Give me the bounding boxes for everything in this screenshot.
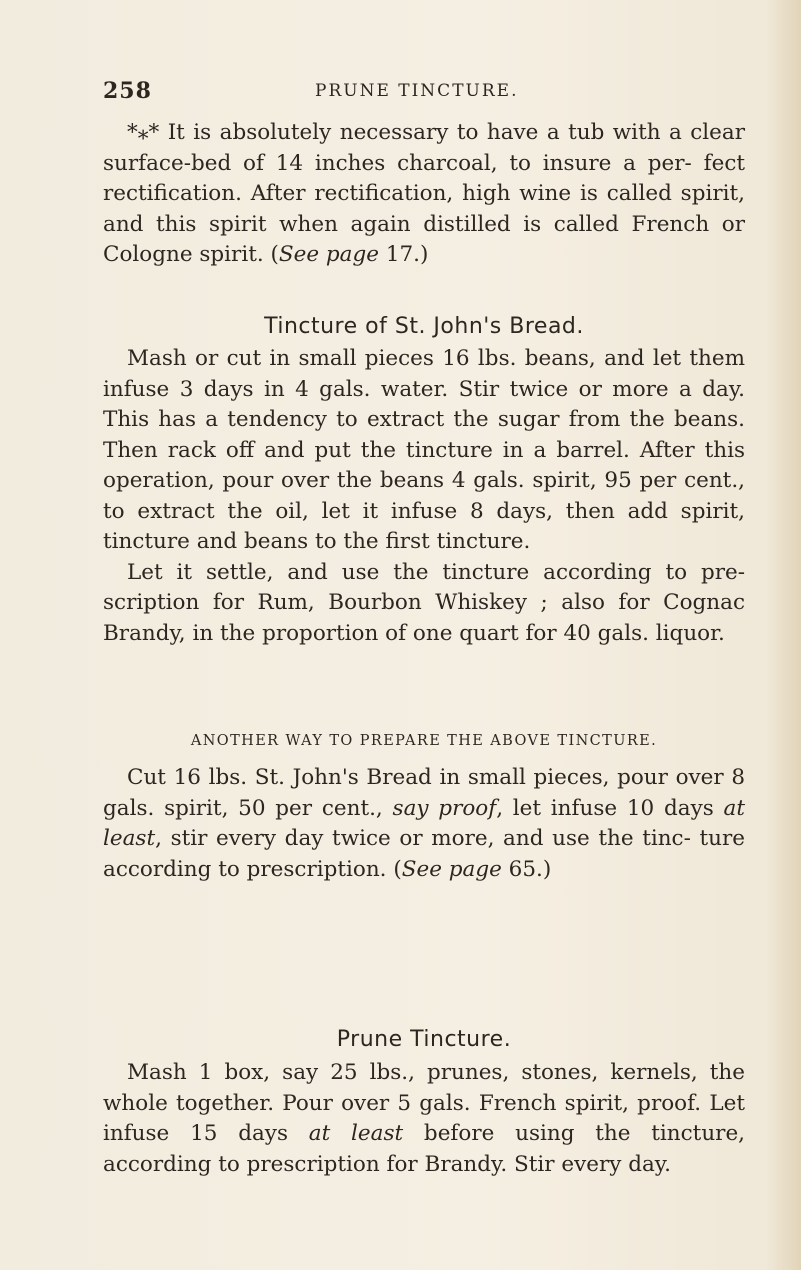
another-way-text-1: Cut 16 lbs. St. John's Bread in small pieces, pour over 8 gals. spirit, 50 per cent., [103, 765, 745, 821]
st-johns-paragraph-1: Mash or cut in small pieces 16 lbs. beans, and let them infuse 3 days in 4 gals. water. Stir twice or more a day. This has a tendency to extract the sugar from the beans. Then rack off and put the tincture in a barrel. After this operation, pour over the beans 4 gals. spirit, 95 per cent., to extract the oil, let it infuse 8 days, then add spirit, tincture and beans to the first tincture. [103, 346, 745, 554]
note-text [103, 118, 745, 271]
another-way-paragraph [103, 763, 745, 885]
st-johns-heading: Tincture of St. John's Bread. [264, 314, 584, 339]
st-johns-paragraph-2: Let it settle, and use the tincture according to pre- scription for Rum, Bourbon Whiskey ; also for Cognac Brandy, in the proportion of one quart for 40 gals. liquor. [103, 559, 745, 646]
prune-heading: Prune Tincture. [336, 1027, 512, 1052]
st-johns-body [103, 344, 745, 649]
another-way-heading: ANOTHER WAY TO PREPARE THE ABOVE TINCTURE. [190, 733, 658, 749]
note-lead: *⁎* It is absolutely necessary to have a tub with a clear surface-bed of 14 inches charcoal, to insure a per- fect rectification. After rectification, high wine is called spirit, and this spirit when again distilled is called French or Cologne spirit. ( [103, 120, 745, 267]
prune-body [103, 1058, 745, 1180]
note-see-page: See page [278, 242, 379, 267]
page-number: 258 [103, 78, 152, 104]
another-way-body [103, 763, 745, 885]
running-head: PRUNE TINCTURE. [315, 81, 519, 101]
prune-text-2: before using the tincture, according to prescription for Brandy. Stir every day. [103, 1121, 746, 1177]
page-header [103, 78, 743, 108]
prune-at-least: at least [308, 1121, 404, 1146]
note-paragraph [103, 118, 745, 271]
another-way-see-page: See page [401, 856, 502, 882]
prune-paragraph [103, 1058, 745, 1180]
prune-text-1: Mash 1 box, say 25 lbs., prunes, stones, kernels, the whole together. Pour over 5 gals. French spirit, proof. Let infuse 15 days [103, 1060, 745, 1146]
another-way-at-least: at least [103, 795, 745, 851]
another-way-text-2: , let infuse 10 days [496, 795, 724, 821]
page-edge-shadow [767, 0, 801, 1270]
another-way-text-3: , stir every day twice or more, and use the tinc- ture according to prescription. ( [103, 826, 745, 882]
another-way-say-proof: say proof [392, 795, 497, 821]
another-way-text-4: 65.) [501, 856, 552, 882]
note-tail: 17.) [378, 242, 429, 267]
